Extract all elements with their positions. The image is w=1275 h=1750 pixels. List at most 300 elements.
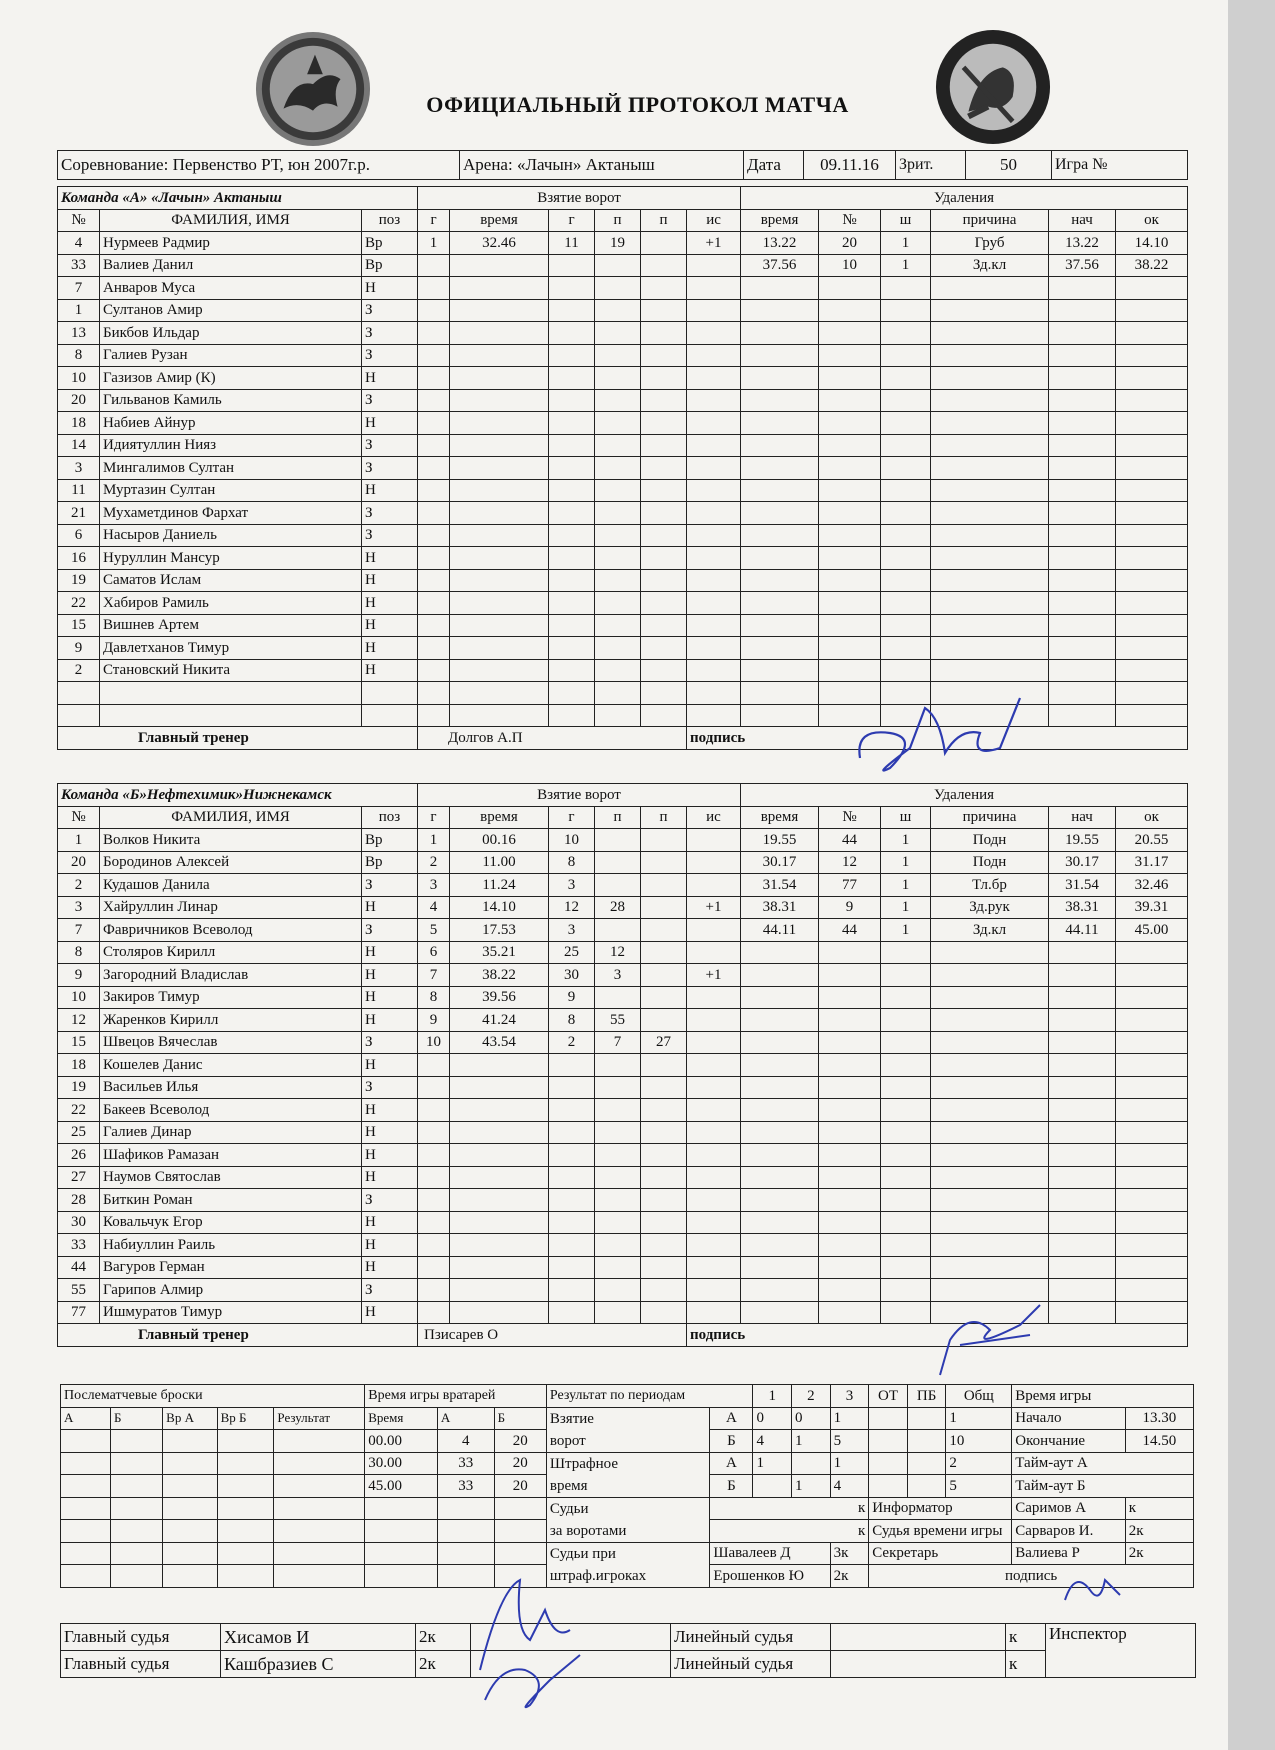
goal-time: 41.24 [450,1009,549,1032]
goal-assist-1 [595,1166,641,1189]
penalty-time [741,682,819,705]
penalty-time [741,1099,819,1122]
penalty-end [1116,322,1188,345]
pim-label: Штрафное [549,1455,618,1472]
penalty-minutes [881,367,931,390]
penalty-end [1116,592,1188,615]
goal-strength [687,592,741,615]
col-pen-reason: причина [931,209,1049,232]
goal-assist-1: 12 [595,941,641,964]
teamB-row [58,1166,1188,1189]
goal-assist-2 [641,614,687,637]
penalty-start [1049,569,1116,592]
goal-assist-2 [641,569,687,592]
teamA-row [58,592,1188,615]
player-number: 18 [58,1054,100,1077]
player-position: З [362,457,418,480]
player-number: 20 [58,851,100,874]
goal-strength [687,1189,741,1212]
penalty-end [1116,659,1188,682]
penalty-player [819,1099,881,1122]
goal-time [450,1234,549,1257]
goal-scorer [549,659,595,682]
timeout-b: Тайм-аут Б [1012,1475,1194,1498]
penalty-minutes: 1 [881,829,931,852]
goal-time: 11.24 [450,874,549,897]
penalty-start [1049,986,1116,1009]
penalty-time [741,344,819,367]
penalty-end [1116,1166,1188,1189]
player-number: 77 [58,1301,100,1324]
penalty-reason [931,964,1049,987]
player-number: 19 [58,569,100,592]
penalty-start: 30.17 [1049,851,1116,874]
player-name: Наумов Святослав [100,1166,362,1189]
player-name: Волков Никита [100,829,362,852]
player-number: 21 [58,502,100,525]
goal-strength [687,569,741,592]
goal-strength [687,682,741,705]
linesman-2-cat: к [1006,1651,1046,1678]
goal-number [418,1234,450,1257]
penalty-minutes: 1 [881,919,931,942]
col-assist2: п [641,209,687,232]
penalty-end [1116,1054,1188,1077]
goals-a-p1: 0 [753,1407,792,1430]
player-number: 33 [58,254,100,277]
player-position: Н [362,637,418,660]
penalty-time: 30.17 [741,851,819,874]
penalty-time: 37.56 [741,254,819,277]
penalty-end [1116,299,1188,322]
goal-number [418,682,450,705]
col-assist1: п [595,209,641,232]
penalty-reason [931,1054,1049,1077]
penalty-start [1049,1054,1116,1077]
penalty-start [1049,547,1116,570]
player-name: Фавричников Всеволод [100,919,362,942]
penalty-player: 12 [819,851,881,874]
player-number: 27 [58,1166,100,1189]
penalty-start [1049,1166,1116,1189]
penalty-reason [931,367,1049,390]
penalty-end [1116,457,1188,480]
penalty-end [1116,1211,1188,1234]
goal-assist-2 [641,547,687,570]
goal-assist-1 [595,829,641,852]
teamB-row [58,964,1188,987]
penalty-reason [931,502,1049,525]
goal-assist-1 [595,1279,641,1302]
penalty-start [1049,457,1116,480]
player-position: Н [362,986,418,1009]
player-position: Н [362,367,418,390]
goal-strength: +1 [687,232,741,255]
goal-strength [687,637,741,660]
penalty-start [1049,1301,1116,1324]
goal-scorer [549,1099,595,1122]
penalty-minutes [881,1256,931,1279]
col-pen-end: ок [1116,806,1188,829]
penalty-player [819,1009,881,1032]
penalty-start [1049,614,1116,637]
goal-assist-1 [595,457,641,480]
player-position: Н [362,964,418,987]
goal-scorer [549,254,595,277]
informer-label: Информатор [869,1497,1012,1520]
gk-row-3-time: 45.00 [365,1475,438,1498]
penalty-time: 31.54 [741,874,819,897]
shootout-col-gkb: Вр Б [217,1407,274,1430]
end-label: Окончание [1012,1430,1126,1453]
penalty-minutes [881,1166,931,1189]
player-name: Нурмеев Радмир [100,232,362,255]
goal-number [418,1211,450,1234]
penalty-player: 77 [819,874,881,897]
penalty-player [819,389,881,412]
penalty-end [1116,1121,1188,1144]
penalty-start [1049,704,1116,727]
penalty-time [741,1031,819,1054]
penalty-end [1116,637,1188,660]
period-1: 1 [753,1385,792,1408]
player-name: Васильев Илья [100,1076,362,1099]
penalty-start [1049,682,1116,705]
col-no: № [58,806,100,829]
goal-strength [687,434,741,457]
goal-strength [687,1234,741,1257]
gk-row-2-a: 33 [437,1452,494,1475]
goal-time [450,389,549,412]
player-position: Н [362,614,418,637]
penalty-time [741,1256,819,1279]
goal-number: 2 [418,851,450,874]
penalty-minutes: 1 [881,874,931,897]
penalty-end: 38.22 [1116,254,1188,277]
goal-scorer [549,1144,595,1167]
player-name: Кошелев Данис [100,1054,362,1077]
goal-number [418,1076,450,1099]
gk-row-1-time: 00.00 [365,1430,438,1453]
goal-strength: +1 [687,964,741,987]
penalty-reason [931,614,1049,637]
player-name: Газизов Амир (К) [100,367,362,390]
goal-assist-2 [641,592,687,615]
penalty-minutes [881,637,931,660]
penalty-reason: Зд.кл [931,919,1049,942]
penalty-end [1116,1031,1188,1054]
goal-assist-2 [641,277,687,300]
referee-2-cat: 2к [416,1651,471,1678]
player-name: Хабиров Рамиль [100,592,362,615]
teamB-row [58,1054,1188,1077]
penalty-end: 32.46 [1116,874,1188,897]
player-name: Галиев Динар [100,1121,362,1144]
team-b-goals-heading: Взятие ворот [418,784,741,807]
teamA-row [58,299,1188,322]
penalty-minutes [881,277,931,300]
penalty-time: 19.55 [741,829,819,852]
penalty-player [819,986,881,1009]
penalty-player [819,547,881,570]
penalty-end [1116,569,1188,592]
goal-time [450,322,549,345]
goal-number [418,637,450,660]
goal-assist-2 [641,1211,687,1234]
goal-time: 11.00 [450,851,549,874]
player-name: Саматов Ислам [100,569,362,592]
goal-number [418,1256,450,1279]
goal-scorer [549,457,595,480]
goal-number: 1 [418,232,450,255]
col-pos: поз [362,209,418,232]
arena: Арена: «Лачын» Актаныш [460,151,744,180]
penalty-player [819,1301,881,1324]
penalty-player [819,637,881,660]
penalty-minutes [881,1009,931,1032]
goal-number [418,299,450,322]
penalty-player [819,1144,881,1167]
col-pen-start: нач [1049,209,1116,232]
penalty-player: 44 [819,919,881,942]
player-number: 12 [58,1009,100,1032]
goal-time [450,659,549,682]
goal-time [450,299,549,322]
teamB-row [58,874,1188,897]
informer-cat: к [1125,1497,1193,1520]
player-number: 3 [58,457,100,480]
period-total: Общ [946,1385,1012,1408]
goals-a-pb [907,1407,946,1430]
goal-time [450,412,549,435]
goal-scorer [549,389,595,412]
col-name: ФАМИЛИЯ, ИМЯ [100,806,362,829]
penalty-end [1116,704,1188,727]
player-number: 11 [58,479,100,502]
penalty-start [1049,637,1116,660]
goal-assist-1: 3 [595,964,641,987]
teamB-row [58,1256,1188,1279]
penalty-time [741,1279,819,1302]
linesman-2-label: Линейный судья [671,1651,831,1678]
player-name: Шафиков Рамазан [100,1144,362,1167]
player-number: 55 [58,1279,100,1302]
player-name: Набиев Айнур [100,412,362,435]
teamB-row [58,1121,1188,1144]
player-number: 2 [58,659,100,682]
player-position: Н [362,1166,418,1189]
timekeeper-name: Сарваров И. [1012,1520,1126,1543]
player-position: З [362,389,418,412]
goal-assist-1: 19 [595,232,641,255]
goal-time [450,344,549,367]
goal-strength [687,1166,741,1189]
penalty-player [819,434,881,457]
secretary-label: Секретарь [869,1542,1012,1565]
goal-time [450,502,549,525]
goal-time: 43.54 [450,1031,549,1054]
penalty-time [741,704,819,727]
goal-scorer: 8 [549,1009,595,1032]
col-pen-sh: ш [881,806,931,829]
player-number: 28 [58,1189,100,1212]
goal-assist-1 [595,637,641,660]
goals-b-p3: 5 [830,1430,869,1453]
player-name: Загородний Владислав [100,964,362,987]
page-title: ОФИЦИАЛЬНЫЙ ПРОТОКОЛ МАТЧА [426,92,849,117]
penalty-reason [931,1099,1049,1122]
penalty-end [1116,1189,1188,1212]
goal-number: 10 [418,1031,450,1054]
penalty-time [741,1054,819,1077]
penalty-time [741,322,819,345]
penalty-minutes: 1 [881,254,931,277]
pim-b-p1 [753,1475,792,1498]
penalty-start [1049,1279,1116,1302]
player-name: Становский Никита [100,659,362,682]
col-time: время [450,806,549,829]
col-pen-sh: ш [881,209,931,232]
goal-assist-1 [595,254,641,277]
end-time: 14.50 [1125,1430,1193,1453]
penalty-minutes [881,1076,931,1099]
player-position: Н [362,1121,418,1144]
penalty-start [1049,344,1116,367]
teamA-row [58,367,1188,390]
referee-signature-icon [470,1570,600,1715]
goal-assist-1 [595,874,641,897]
penalty-start [1049,1189,1116,1212]
player-number: 15 [58,1031,100,1054]
penalty-time [741,1121,819,1144]
secretary-name: Валиева Р [1012,1542,1126,1565]
goal-assist-2 [641,1054,687,1077]
penalty-end [1116,1144,1188,1167]
goal-time: 35.21 [450,941,549,964]
penalty-minutes [881,479,931,502]
team-b-table [57,783,1188,1347]
penalty-minutes [881,1144,931,1167]
goal-time [450,1076,549,1099]
col-assist1: п [595,806,641,829]
teamA-row [58,457,1188,480]
player-name: Давлетханов Тимур [100,637,362,660]
penalty-start: 44.11 [1049,919,1116,942]
shootout-col-result: Результат [274,1407,365,1430]
penalty-time [741,412,819,435]
penalty-player [819,412,881,435]
goal-assist-1 [595,344,641,367]
goal-strength [687,659,741,682]
penalty-player [819,1054,881,1077]
player-number: 20 [58,389,100,412]
col-assist2: п [641,806,687,829]
goals-a-total: 1 [946,1407,1012,1430]
goal-scorer [549,434,595,457]
penalty-reason [931,344,1049,367]
penalty-end [1116,434,1188,457]
penalty-player [819,502,881,525]
goal-assist-1 [595,614,641,637]
penalty-time [741,592,819,615]
goal-scorer [549,479,595,502]
goal-number [418,254,450,277]
teamB-row [58,1234,1188,1257]
penalty-time [741,299,819,322]
player-position: З [362,524,418,547]
goal-time: 14.10 [450,896,549,919]
penalty-start [1049,502,1116,525]
goal-assist-2 [641,964,687,987]
goal-assist-1 [595,1256,641,1279]
penalty-player: 20 [819,232,881,255]
goal-number [418,389,450,412]
player-name: Бакеев Всеволод [100,1099,362,1122]
col-is: ис [687,209,741,232]
player-position: З [362,1279,418,1302]
goal-time [450,1301,549,1324]
penalty-start [1049,1211,1116,1234]
goal-assist-2 [641,659,687,682]
penalty-end [1116,389,1188,412]
goal-scorer [549,1301,595,1324]
penalty-start [1049,1099,1116,1122]
goal-strength [687,367,741,390]
col-pen-time: время [741,806,819,829]
player-name: Биткин Роман [100,1189,362,1212]
goal-strength [687,254,741,277]
player-name: Султанов Амир [100,299,362,322]
penalty-time [741,367,819,390]
goal-assist-1 [595,1121,641,1144]
penalty-minutes [881,1031,931,1054]
date-label: Дата [744,151,804,180]
goal-time [450,1099,549,1122]
player-position: Вр [362,232,418,255]
penalty-player: 44 [819,829,881,852]
goal-number [418,322,450,345]
penalty-player [819,941,881,964]
penalty-reason [931,457,1049,480]
goal-time [450,1166,549,1189]
penalty-time: 38.31 [741,896,819,919]
goals-b-p2: 1 [792,1430,831,1453]
goal-strength [687,344,741,367]
goal-assist-1: 55 [595,1009,641,1032]
goal-assist-2 [641,941,687,964]
timekeeper-cat: 2к [1125,1520,1193,1543]
col-scorer: г [549,209,595,232]
goal-scorer [549,1166,595,1189]
penalty-judges-label-2: штраф.игроках [549,1567,647,1584]
penalty-judge-2: Ерошенков Ю [710,1565,830,1588]
penalty-reason [931,569,1049,592]
team-b-coach-signature-icon [930,1300,1050,1380]
penalty-minutes [881,434,931,457]
goal-time [450,1211,549,1234]
player-name: Хайруллин Линар [100,896,362,919]
col-pen-end: ок [1116,209,1188,232]
player-number: 9 [58,964,100,987]
penalty-judge-1: Шавалеев Д [710,1542,830,1565]
teamA-row [58,434,1188,457]
penalty-judges-label: Судьи при [549,1545,616,1562]
goal-number [418,1301,450,1324]
penalty-reason [931,659,1049,682]
penalty-player [819,1279,881,1302]
penalty-player [819,479,881,502]
goal-scorer [549,682,595,705]
